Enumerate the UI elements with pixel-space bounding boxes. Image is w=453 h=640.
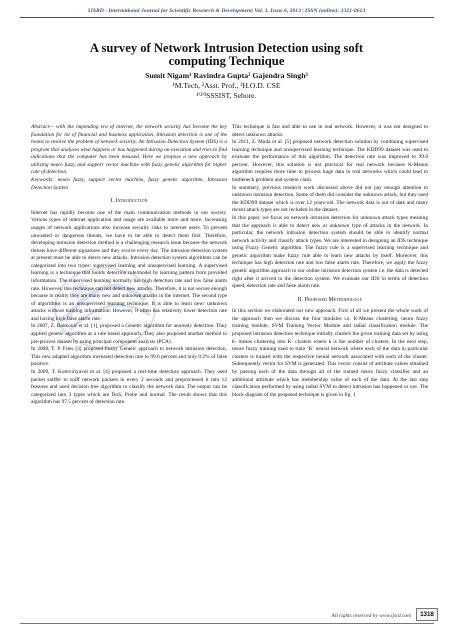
- affiliation-line-2: ¹'²'³SSSIST, Sehore.: [196, 91, 257, 100]
- paragraph: In 2009, T. Komviriyavut et al. [4] proposed a real-time detection approach. They used packet sniffer to sniff network packets in every 2 seconds and preprocessed it into 12 features and used decision tree algorithm to classify the network data. The output can be categorized into 3 types which are DoS, Probe and normal. The result shows that this algorithm has 97.5 percent of detection rate.: [31, 368, 227, 406]
- authors: Sumit Nigam¹ Ravindra Gupta² Gajendra Singh³: [145, 71, 308, 80]
- page-number: 1318: [416, 608, 438, 621]
- paragraph: In 2011, Z. Muda et al. [5] proposed network detection solution by combining supervised learning technique and unsupervised learning technique. The KDD99 dataset was used to evaluate the performance of this algorithm. The detection rate was improved to 99.6 percent. However, this solution is not practical for real network because K-Means algorithm requires more time to process huge data in real networks which could lead to bottleneck problem and system clash.: [232, 139, 428, 184]
- paragraph: In summary, previous research work discussed above did not pay enough attention to unknown intrusion detection. Some of them did consider the unknown attack, but they used the KDD99 dataset which is over 12 years-old. The network data is out of date and many recent attack types are not included in the dataset.: [232, 184, 428, 214]
- section-heading-introduction: I. Introduction: [110, 198, 148, 205]
- footer-rights: All rights reserved by www.ijsrd.com: [331, 613, 411, 619]
- paragraph: Internet has rapidly become one of the main communication methods in our society. Various types of internet application and usage are available more and more. Increasing usages of network applications also increase security risks to internet users. To prevent unwanted or dangerous threats, we have to be able to detect them first. Therefore, developing intrusion detection method is a challenging research issue because the network threats have different signatures and they evolve every day. The intrusion detection system at present must be able to detect new attacks. Intrusion detection system algorithms can be categorized into two types: supervised learning and unsupervised learning. A supervised learning is a technique that builds detection rule/model by learning pattern from provided information. The supervised learning normally has high detection rate and low false alarm rate. However, this technique can not detect new attacks. Therefore, it is not secure enough because in reality they are many new and unknown attacks in the internet. The second type of algorithms is an unsupervised learning technique. It is able to learn new/ unknown attacks without training information. However, it often has relatively lower detection rate and having high false alarm rate.: [31, 209, 227, 322]
- left-column: [31, 124, 227, 407]
- paragraph: In this section we elaborated our new approach. First of all we present the whole work of the approach then we discuss the four modules i.e. K-Means clustering, neuro fuzzy training module, SVM Training Vector Module and radial classification module. The proposed intrusion detection technique initially clusters the given training data set by using k- means clustering into K- clusters where k is the number of clusters. In the next step, neuro fuzzy training used to train ‘K’ neural network where each of the data in particular clusters is trained with the respective neural network associated with each of the cluster. Subsequently vector for SVM is generated. This vector consist of attribute values obtained by passing each of the data through all of the trained neuro fuzzy classifier and an additional attribute which has membership value of each of the data. At the last step classification performed by using radial SVM to detect intrusion has happened or not. The block diagram of the proposed technique is given in fig. 1: [232, 308, 428, 398]
- abstract: [31, 124, 227, 192]
- abstract-text: with the impending era of internet, the network security has become the key foundation for lot of financial and business application. Intrusion detection is one of the looms to resolve the problem of network security. An Intrusion Detection System (IDS) is a program that analyses what happens or has happened during an execution and tries to find indications that the computer has been misused. Here we propose a new approach by utilizing neuro fuzzy and support vector machine with fuzzy genetic algorithm for higher rate of detection.: [31, 124, 227, 176]
- journal-header: IJSRD - International Journal for Scientific Research & Development| Vol. 1, Issue 6, 2013 | ISSN (online): 2321-0613: [87, 8, 366, 14]
- paper-title: A survey of Network Intrusion Detection using soft computing Technique: [89, 41, 364, 69]
- paragraph: In 2008, T. P. Fries [3] proposed Fuzzy Genetic approach to network intrusion detection. This new adapted algorithm increased detection rate to 99.6 percent and only 0.2% of false positive.: [31, 346, 227, 368]
- section-heading-methodology: II. Proposed Methodology: [297, 296, 363, 303]
- paragraph: This technique is fast and able to use in real network. However, it was not designed to detect unknown attacks.: [232, 124, 428, 138]
- right-column: [232, 124, 428, 399]
- paragraph: In this paper, we focus on network intrusion detection for unknown attack types meaning that the approach is able to detect new or unknown type of attacks in the network. In particular, the network intrusion detection system should be able to identify normal network activity and classify attack types. We are interested in designing an IDS technique using Fuzzy Genetic algorithm. The fuzzy rule is a supervised learning technique and genetic algorithm make fuzzy rule able to learn new attacks by itself. Moreover, this technique has high detection rate and low false alarm rate. Therefore, we apply the fuzzy genetic algorithm approach to our online intrusion detection system i.e. the data is detected right after it arrived to the detection system. We evaluate our IDS in terms of detection speed, detection rate and false alarm rate.: [232, 214, 428, 290]
- affiliation-line-1: ¹M.Tech, ²Asst. Prof., ³H.O.D. CSE: [172, 81, 281, 90]
- footer-rule: [20, 623, 434, 624]
- abstract-label: Abstract—: [31, 124, 54, 130]
- header-rule: [20, 17, 434, 18]
- paragraph: In 2007, Z. Banković et al. [1], proposed a Genetic algorithm for anomaly detection. They applied genetic algorithm as a rule based approach. They also proposed another method to pre-process dataset by using principal component analysis (PCA).: [31, 323, 227, 345]
- keywords: Keywords: neuro fuzzy, support vector machine, fuzzy genetic algorithm, Intrusion Detection System: [31, 177, 227, 191]
